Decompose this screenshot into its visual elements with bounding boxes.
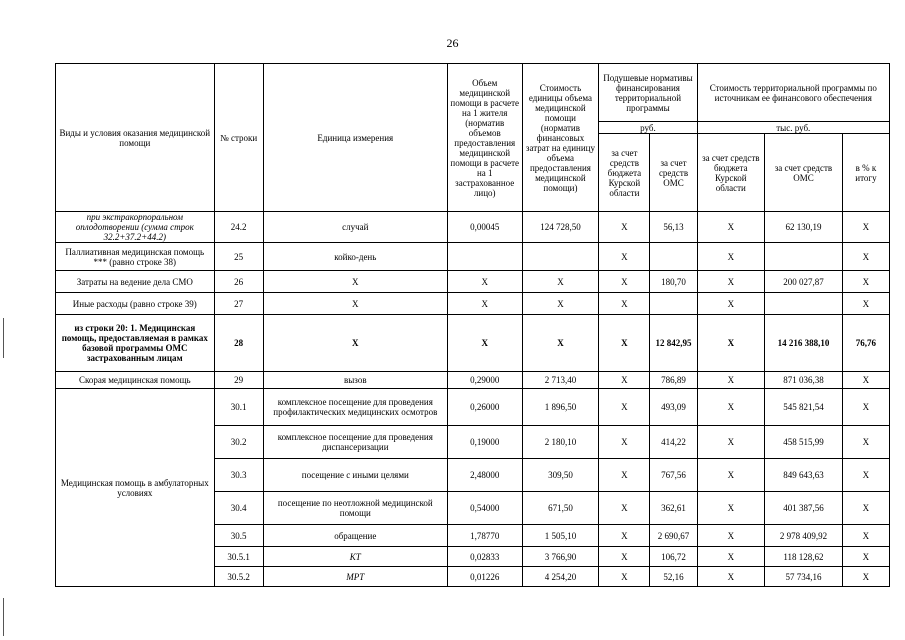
row-oms: 362,61 xyxy=(650,492,697,525)
row-percent: X xyxy=(842,243,889,271)
row-unit: X xyxy=(263,315,447,372)
page-number: 26 xyxy=(446,36,459,50)
row-oms xyxy=(650,293,697,315)
row-cost: 124 728,50 xyxy=(522,212,599,243)
row-oms-thous: 118 128,62 xyxy=(765,547,843,567)
row-budget-thous: X xyxy=(697,293,765,315)
row-volume: 0,54000 xyxy=(447,492,522,525)
row-percent: X xyxy=(842,212,889,243)
table-row xyxy=(56,243,890,271)
row-oms-thous: 871 036,38 xyxy=(765,372,843,389)
row-number: 30.1 xyxy=(214,389,263,426)
header-oms-thous: за счет средств ОМС xyxy=(765,134,843,212)
row-budget-thous: X xyxy=(697,492,765,525)
header-percent-total: в % к итогу xyxy=(842,134,889,212)
row-budget: X xyxy=(599,271,650,293)
header-rub: руб. xyxy=(599,122,697,134)
row-cost: 1 505,10 xyxy=(522,525,599,547)
row-number: 30.3 xyxy=(214,459,263,492)
row-oms-thous: 62 130,19 xyxy=(765,212,843,243)
row-volume: X xyxy=(447,271,522,293)
row-oms-thous xyxy=(765,293,843,315)
row-unit: посещение с иными целями xyxy=(263,459,447,492)
row-budget: X xyxy=(599,243,650,271)
row-budget: X xyxy=(599,293,650,315)
row-oms-thous: 14 216 388,10 xyxy=(765,315,843,372)
row-oms-thous: 57 734,16 xyxy=(765,567,843,587)
row-oms: 56,13 xyxy=(650,212,697,243)
row-volume: 0,01226 xyxy=(447,567,522,587)
row-oms-thous: 200 027,87 xyxy=(765,271,843,293)
row-unit: койко-день xyxy=(263,243,447,271)
row-number: 30.5.1 xyxy=(214,547,263,567)
row-volume: 0,02833 xyxy=(447,547,522,567)
row-percent: X xyxy=(842,372,889,389)
row-volume: 2,48000 xyxy=(447,459,522,492)
row-oms: 12 842,95 xyxy=(650,315,697,372)
row-budget: X xyxy=(599,315,650,372)
row-budget-thous: X xyxy=(697,212,765,243)
row-percent: X xyxy=(842,271,889,293)
row-number: 28 xyxy=(214,315,263,372)
row-number: 26 xyxy=(214,271,263,293)
row-volume: X xyxy=(447,293,522,315)
row-cost xyxy=(522,243,599,271)
header-thous-rub: тыс. руб. xyxy=(697,122,889,134)
row-unit: X xyxy=(263,293,447,315)
row-volume: 0,29000 xyxy=(447,372,522,389)
row-oms: 414,22 xyxy=(650,426,697,459)
row-oms-thous: 2 978 409,92 xyxy=(765,525,843,547)
row-cost: 2 180,10 xyxy=(522,426,599,459)
margin-mark xyxy=(3,318,4,358)
row-label: из строки 20: 1. Медицинская помощь, предоставляемая в рамках базовой программы ОМС застрахованным лицам xyxy=(56,315,215,372)
row-unit: комплексное посещение для проведения диспансеризации xyxy=(263,426,447,459)
header-unit: Единица измерения xyxy=(263,64,447,212)
row-budget-thous: X xyxy=(697,315,765,372)
row-cost: 671,50 xyxy=(522,492,599,525)
margin-mark xyxy=(3,598,4,636)
row-oms-thous: 401 387,56 xyxy=(765,492,843,525)
row-volume: 1,78770 xyxy=(447,525,522,547)
row-percent: X xyxy=(842,525,889,547)
row-cost: X xyxy=(522,293,599,315)
row-budget: X xyxy=(599,372,650,389)
row-number: 30.5.2 xyxy=(214,567,263,587)
territorial-program-table xyxy=(55,63,890,587)
row-budget-thous: X xyxy=(697,389,765,426)
header-row-no: № строки xyxy=(214,64,263,212)
row-oms-thous: 545 821,54 xyxy=(765,389,843,426)
row-volume: 0,26000 xyxy=(447,389,522,426)
row-oms: 52,16 xyxy=(650,567,697,587)
row-percent: X xyxy=(842,547,889,567)
row-cost: X xyxy=(522,315,599,372)
row-oms xyxy=(650,243,697,271)
table-row xyxy=(56,315,890,372)
row-oms: 493,09 xyxy=(650,389,697,426)
row-label: при экстракорпоральном оплодотворении (сумма строк 32.2+37.2+44.2) xyxy=(56,212,215,243)
table-row xyxy=(56,212,890,243)
row-oms: 786,89 xyxy=(650,372,697,389)
header-budget-kursk-thous: за счет средств бюджета Курской области xyxy=(697,134,765,212)
table-row xyxy=(56,372,890,389)
row-oms: 2 690,67 xyxy=(650,525,697,547)
table-row xyxy=(56,293,890,315)
row-unit: МРТ xyxy=(263,567,447,587)
row-oms-thous xyxy=(765,243,843,271)
row-budget-thous: X xyxy=(697,459,765,492)
row-label: Скорая медицинская помощь xyxy=(56,372,215,389)
row-budget: X xyxy=(599,567,650,587)
row-budget: X xyxy=(599,389,650,426)
row-oms-thous: 458 515,99 xyxy=(765,426,843,459)
row-percent: 76,76 xyxy=(842,315,889,372)
row-budget: X xyxy=(599,547,650,567)
row-oms: 767,56 xyxy=(650,459,697,492)
header-cost: Стоимость единицы объема медицинской помощи (норматив финансовых затрат на единицу объема предоставления медицинской помощи) xyxy=(522,64,599,212)
row-unit: случай xyxy=(263,212,447,243)
row-cost: X xyxy=(522,271,599,293)
row-cost: 1 896,50 xyxy=(522,389,599,426)
row-unit: КТ xyxy=(263,547,447,567)
header-budget-kursk: за счет средств бюджета Курской области xyxy=(599,134,650,212)
row-number: 30.4 xyxy=(214,492,263,525)
row-percent: X xyxy=(842,567,889,587)
header-per-capita: Подушевые нормативы финансирования территориальной программы xyxy=(599,64,697,122)
row-budget-thous: X xyxy=(697,547,765,567)
row-number: 27 xyxy=(214,293,263,315)
row-number: 25 xyxy=(214,243,263,271)
row-volume: X xyxy=(447,315,522,372)
row-cost: 3 766,90 xyxy=(522,547,599,567)
group-label: Медицинская помощь в амбулаторных условиях xyxy=(56,389,215,587)
row-number: 29 xyxy=(214,372,263,389)
row-budget-thous: X xyxy=(697,372,765,389)
row-unit: комплексное посещение для проведения профилактических медицинских осмотров xyxy=(263,389,447,426)
row-percent: X xyxy=(842,492,889,525)
row-budget: X xyxy=(599,492,650,525)
row-budget-thous: X xyxy=(697,525,765,547)
header-volume: Объем медицинской помощи в расчете на 1 жителя (норматив объемов предоставления медицинской помощи в расчете на 1 застрахованное лицо) xyxy=(447,64,522,212)
row-percent: X xyxy=(842,459,889,492)
header-types: Виды и условия оказания медицинской помощи xyxy=(56,64,215,212)
row-volume xyxy=(447,243,522,271)
row-budget: X xyxy=(599,426,650,459)
row-cost: 309,50 xyxy=(522,459,599,492)
row-budget: X xyxy=(599,459,650,492)
row-number: 30.5 xyxy=(214,525,263,547)
row-volume: 0,19000 xyxy=(447,426,522,459)
row-volume: 0,00045 xyxy=(447,212,522,243)
row-unit: посещение по неотложной медицинской помощи xyxy=(263,492,447,525)
row-label: Затраты на ведение дела СМО xyxy=(56,271,215,293)
row-oms-thous: 849 643,63 xyxy=(765,459,843,492)
row-unit: обращение xyxy=(263,525,447,547)
row-number: 30.2 xyxy=(214,426,263,459)
row-oms: 180,70 xyxy=(650,271,697,293)
row-unit: X xyxy=(263,271,447,293)
row-percent: X xyxy=(842,389,889,426)
row-budget-thous: X xyxy=(697,567,765,587)
header-oms: за счет средств ОМС xyxy=(650,134,697,212)
row-cost: 4 254,20 xyxy=(522,567,599,587)
row-unit: вызов xyxy=(263,372,447,389)
row-budget-thous: X xyxy=(697,426,765,459)
row-budget-thous: X xyxy=(697,271,765,293)
row-budget: X xyxy=(599,212,650,243)
table-row xyxy=(56,271,890,293)
row-oms: 106,72 xyxy=(650,547,697,567)
row-budget-thous: X xyxy=(697,243,765,271)
row-budget: X xyxy=(599,525,650,547)
table-row xyxy=(56,389,890,426)
row-number: 24.2 xyxy=(214,212,263,243)
row-label: Иные расходы (равно строке 39) xyxy=(56,293,215,315)
row-label: Паллиативная медицинская помощь *** (равно строке 38) xyxy=(56,243,215,271)
header-program-cost: Стоимость территориальной программы по источникам ее финансового обеспечения xyxy=(697,64,889,122)
row-percent: X xyxy=(842,426,889,459)
row-percent: X xyxy=(842,293,889,315)
row-cost: 2 713,40 xyxy=(522,372,599,389)
